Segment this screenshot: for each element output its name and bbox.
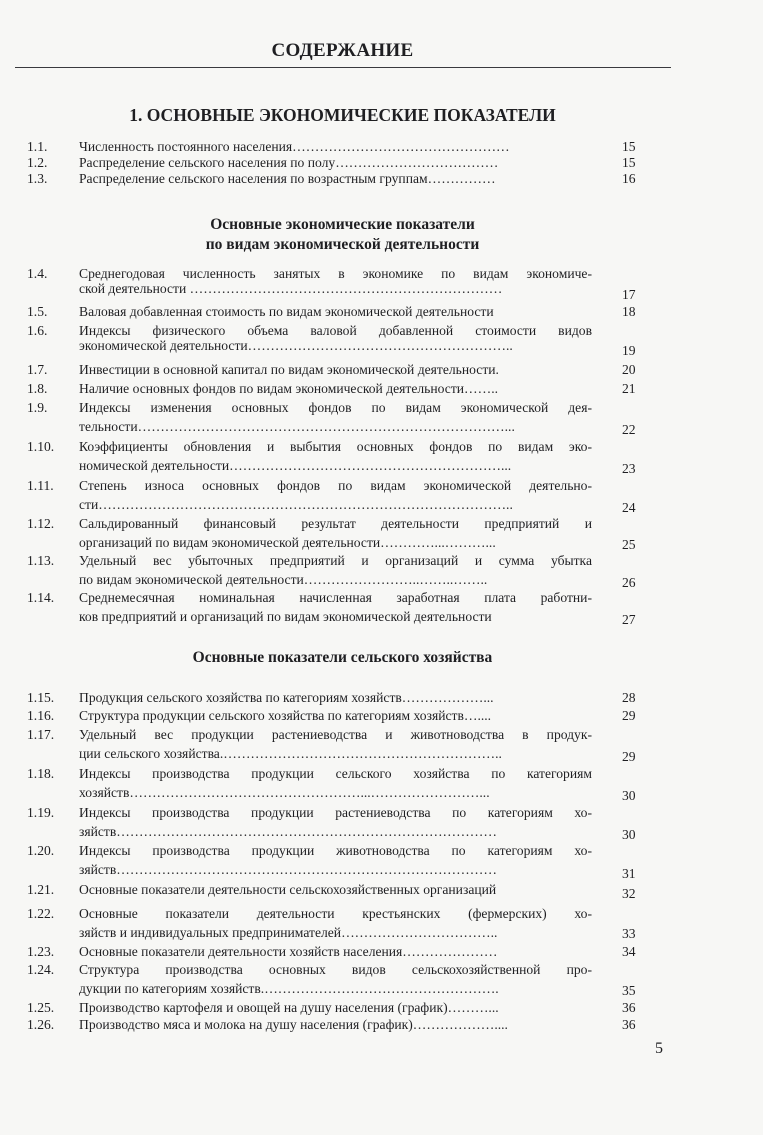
entry-title: Валовая добавленная стоимость по видам экономической деятельности [79, 304, 494, 319]
entry-title-line1: Удельный вес убыточных предприятий и организаций и сумма убытка [79, 553, 592, 568]
entry-number: 1.12. [27, 516, 55, 531]
entry-number: 1.17. [27, 727, 55, 742]
entry-number: 1.14. [27, 590, 55, 605]
entry-title: Структура продукции сельского хозяйства по категориям хозяйств….... [79, 708, 492, 723]
entry-number: 1.1. [27, 139, 48, 154]
entry-number: 1.10. [27, 439, 55, 454]
page-number: 5 [655, 1040, 663, 1057]
entry-title-line2: дукции по категориям хозяйств.……………………………………………. [79, 981, 499, 997]
entry-title-line2: ции сельского хозяйства.…………………………………………………….. [79, 746, 502, 762]
entry-page: 20 [622, 362, 636, 377]
entry-title-line1: Индексы физического объема валовой добавленной стоимости видов [79, 323, 592, 338]
entry-number: 1.22. [27, 906, 55, 921]
entry-title-line1: Сальдированный финансовый результат деятельности предприятий и [79, 516, 592, 531]
title-divider [15, 67, 671, 68]
entry-number: 1.16. [27, 708, 55, 723]
entry-title: Производство мяса и молока на душу населения (график)……………….... [79, 1017, 508, 1032]
entry-page: 27 [622, 612, 636, 627]
document-title: СОДЕРЖАНИЕ [271, 40, 414, 61]
entry-title-line1: Среднемесячная номинальная начисленная заработная плата работни- [79, 590, 592, 605]
entry-page: 24 [622, 500, 636, 515]
entry-page: 23 [622, 461, 636, 476]
entry-page: 29 [622, 708, 636, 723]
entry-number: 1.25. [27, 1000, 55, 1015]
entry-page: 29 [622, 749, 636, 764]
entry-number: 1.23. [27, 944, 55, 959]
entry-title: Распределение сельского населения по полу……………………………… [79, 155, 499, 170]
entry-title-line1: Коэффициенты обновления и выбытия основных фондов по видам эко- [79, 439, 592, 454]
entry-title-line2: сти……………………………………………………………………………….. [79, 497, 513, 513]
entry-number: 1.21. [27, 882, 55, 897]
entry-title-line1: Индексы производства продукции животноводства по категориям хо- [79, 843, 592, 858]
entry-title-line2: ков предприятий и организаций по видам экономической деятельности [79, 609, 492, 625]
entry-title: Основные показатели деятельности хозяйств населения………………… [79, 944, 498, 959]
entry-number: 1.18. [27, 766, 55, 781]
entry-number: 1.26. [27, 1017, 55, 1032]
entry-number: 1.19. [27, 805, 55, 820]
entry-number: 1.7. [27, 362, 48, 377]
entry-number: 1.24. [27, 962, 55, 977]
subsection-economic-title-line2: по видам экономической деятельности [205, 236, 480, 253]
entry-page: 33 [622, 926, 636, 941]
entry-title-line2: ской деятельности …………………………………………………………… [79, 281, 503, 297]
entry-title-line1: Удельный вес продукции растениеводства и животноводства в продук- [79, 727, 592, 742]
entry-title: Инвестиции в основной капитал по видам экономической деятельности. [79, 362, 499, 377]
entry-title-line2: хозяйств……………………………………………...……………………... [79, 785, 490, 801]
entry-page: 26 [622, 575, 636, 590]
entry-title-line2: зяйств………………………………………………………………………… [79, 862, 497, 878]
entry-page: 36 [622, 1017, 636, 1032]
entry-number: 1.9. [27, 400, 48, 415]
entry-number: 1.3. [27, 171, 48, 186]
entry-title-line2: зяйств и индивидуальных предпринимателей…………………………….. [79, 925, 498, 941]
entry-page: 21 [622, 381, 636, 396]
section-1-title: 1. ОСНОВНЫЕ ЭКОНОМИЧЕСКИЕ ПОКАЗАТЕЛИ [129, 105, 556, 125]
entry-title-line2: экономической деятельности………………………………………………….. [79, 338, 513, 354]
entry-page: 16 [622, 171, 636, 186]
entry-page: 30 [622, 788, 636, 803]
entry-page: 22 [622, 422, 636, 437]
entry-number: 1.4. [27, 266, 48, 281]
entry-page: 17 [622, 287, 636, 302]
entry-title: Производство картофеля и овощей на душу населения (график)………... [79, 1000, 499, 1015]
entry-page: 31 [622, 866, 636, 881]
entry-title-line2: номической деятельности……………………………………………………... [79, 458, 512, 474]
entry-title-line1: Степень износа основных фондов по видам экономической деятельно- [79, 478, 592, 493]
entry-number: 1.15. [27, 690, 55, 705]
entry-title-line2: по видам экономической деятельности……………………..……..…….. [79, 572, 488, 588]
entry-page: 15 [622, 155, 636, 170]
entry-number: 1.5. [27, 304, 48, 319]
subsection-agriculture-title: Основные показатели сельского хозяйства [192, 649, 493, 666]
entry-page: 30 [622, 827, 636, 842]
entry-page: 35 [622, 983, 636, 998]
entry-title: Наличие основных фондов по видам экономической деятельности…….. [79, 381, 499, 396]
entry-title-line1: Структура производства основных видов сельскохозяйственной про- [79, 962, 592, 977]
entry-title: Распределение сельского населения по возрастным группам…………… [79, 171, 496, 186]
entry-page: 18 [622, 304, 636, 319]
entry-title-line1: Индексы производства продукции растениеводства по категориям хо- [79, 805, 592, 820]
entry-number: 1.20. [27, 843, 55, 858]
entry-number: 1.13. [27, 553, 55, 568]
entry-page: 25 [622, 537, 636, 552]
entry-number: 1.8. [27, 381, 48, 396]
entry-title-line1: Индексы производства продукции сельского хозяйства по категориям [79, 766, 592, 781]
entry-title: Основные показатели деятельности сельскохозяйственных организаций [79, 882, 497, 897]
entry-page: 15 [622, 139, 636, 154]
entry-title: Численность постоянного населения………………………………………… [79, 139, 510, 154]
entry-number: 1.11. [27, 478, 54, 493]
entry-number: 1.6. [27, 323, 48, 338]
entry-title-line1: Среднегодовая численность занятых в экономике по видам экономиче- [79, 266, 592, 281]
entry-page: 36 [622, 1000, 636, 1015]
entry-page: 34 [622, 944, 636, 959]
entry-page: 19 [622, 343, 636, 358]
entry-page: 32 [622, 886, 636, 901]
entry-title: Продукция сельского хозяйства по категориям хозяйств………………... [79, 690, 494, 705]
entry-title-line2: организаций по видам экономической деятельности…………...………... [79, 535, 496, 551]
entry-number: 1.2. [27, 155, 48, 170]
entry-title-line2: зяйств………………………………………………………………………… [79, 824, 497, 840]
entry-title-line2: тельности………………………………………………………………………... [79, 419, 515, 435]
entry-title-line1: Индексы изменения основных фондов по видам экономической дея- [79, 400, 592, 415]
subsection-economic-title-line1: Основные экономические показатели [210, 216, 475, 233]
entry-page: 28 [622, 690, 636, 705]
entry-title-line1: Основные показатели деятельности крестьянских (фермерских) хо- [79, 906, 592, 921]
